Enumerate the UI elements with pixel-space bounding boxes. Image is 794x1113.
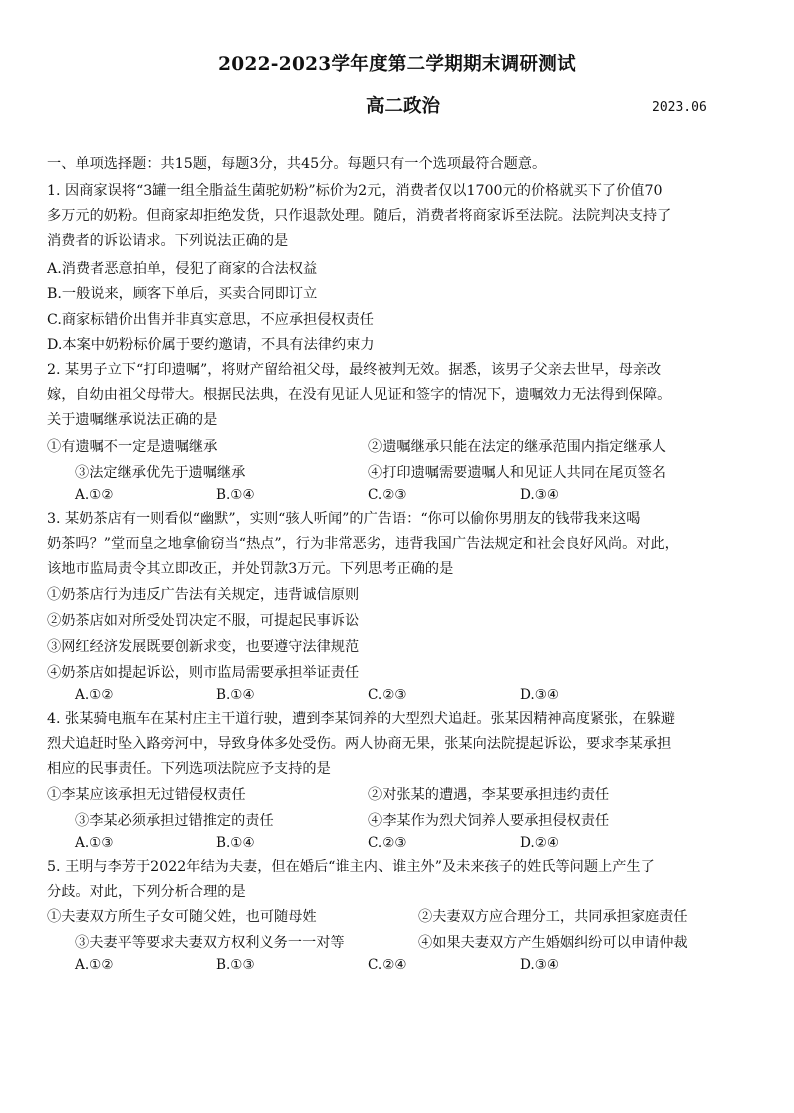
answer-option: B.一般说来，顾客下单后，买卖合同即订立: [47, 286, 318, 302]
statement: ①李某应该承担无过错侵权责任: [47, 787, 246, 803]
statement: ③李某必须承担过错推定的责任: [75, 813, 274, 829]
statement: ①奶茶店行为违反广告法有关规定，违背诚信原则: [47, 587, 360, 603]
statement: ③法定继承优先于遗嘱继承: [75, 465, 246, 481]
statement: ③网红经济发展既要创新求变，也要遵守法律规范: [47, 639, 360, 655]
choice-b: B.①④: [216, 835, 255, 851]
choice-d: D.③④: [520, 687, 560, 703]
choice-c: C.②④: [368, 957, 407, 973]
choice-a: A.①③: [75, 835, 114, 851]
statement: ④如果夫妻双方产生婚姻纠纷可以申请仲裁: [418, 935, 688, 951]
question-stem-line: 多万元的奶粉。但商家却拒绝发货，只作退款处理。随后，消费者将商家诉至法院。法院判决支持了: [47, 208, 672, 224]
choice-c: C.②③: [368, 487, 407, 503]
statement: ②奶茶店如对所受处罚决定不服，可提起民事诉讼: [47, 613, 360, 629]
question-stem-line: 2. 某男子立下“打印遗嘱”，将财产留给祖父母，最终被判无效。据悉，该男子父亲去世早，母亲改: [47, 362, 662, 378]
choice-c: C.②③: [368, 835, 407, 851]
statement: ④李某作为烈犬饲养人要承担侵权责任: [368, 813, 610, 829]
question-stem-line: 相应的民事责任。下列选项法院应予支持的是: [47, 761, 331, 777]
question-stem-line: 嫁，自幼由祖父母带大。根据民法典，在没有见证人见证和签字的情况下，遗嘱效力无法得到保障。: [47, 387, 672, 403]
exam-title: 2022-2023学年度第二学期期末调研测试: [218, 54, 576, 75]
statement: ②夫妻双方应合理分工，共同承担家庭责任: [418, 909, 688, 925]
subject-title: 高二政治: [366, 96, 441, 117]
question-stem-line: 5. 王明与李芳于2022年结为夫妻，但在婚后“谁主内、谁主外”及未来孩子的姓氏等问题上产生了: [47, 859, 655, 875]
question-stem-line: 奶茶吗？”堂而皇之地拿偷窃当“热点”，行为非常恶劣，违背我国广告法规定和社会良好风尚。对此，: [47, 536, 679, 552]
question-stem-line: 烈犬追赶时坠入路旁河中，导致身体多处受伤。两人协商无果，张某向法院提起诉讼，要求李某承担: [47, 736, 672, 752]
question-stem-line: 4. 张某骑电瓶车在某村庄主干道行驶，遭到李某饲养的大型烈犬追赶。张某因精神高度紧张，在躲避: [47, 711, 676, 727]
choice-b: B.①④: [216, 487, 255, 503]
statement: ③夫妻平等要求夫妻双方权利义务一一对等: [75, 935, 345, 951]
statement: ①有遗嘱不一定是遗嘱继承: [47, 439, 218, 455]
choice-c: C.②③: [368, 687, 407, 703]
choice-d: D.②④: [520, 835, 560, 851]
answer-option: A.消费者恶意拍单，侵犯了商家的合法权益: [47, 261, 318, 277]
statement: ①夫妻双方所生子女可随父姓，也可随母姓: [47, 909, 317, 925]
question-stem-line: 该地市监局责令其立即改正，并处罚款3万元。下列思考正确的是: [47, 561, 454, 577]
question-stem-line: 分歧。对此，下列分析合理的是: [47, 884, 246, 900]
choice-a: A.①②: [75, 957, 114, 973]
choice-d: D.③④: [520, 487, 560, 503]
choice-d: D.③④: [520, 957, 560, 973]
answer-option: D.本案中奶粉标价属于要约邀请，不具有法律约束力: [47, 337, 375, 353]
question-stem-line: 关于遗嘱继承说法正确的是: [47, 412, 218, 428]
exam-date: 2023.06: [652, 100, 707, 115]
question-stem-line: 1. 因商家误将“3罐一组全脂益生菌驼奶粉”标价为2元，消费者仅以1700元的价格就买下了价值70: [47, 183, 663, 199]
statement: ②对张某的遭遇，李某要承担违约责任: [368, 787, 610, 803]
question-stem-line: 消费者的诉讼请求。下列说法正确的是: [47, 233, 289, 249]
statement: ②遗嘱继承只能在法定的继承范围内指定继承人: [368, 439, 666, 455]
section-instructions: 一、单项选择题：共15题，每题3分，共45分。每题只有一个选项最符合题意。: [47, 156, 547, 172]
statement: ④奶茶店如提起诉讼，则市监局需要承担举证责任: [47, 665, 360, 681]
statement: ④打印遗嘱需要遗嘱人和见证人共同在尾页签名: [368, 465, 666, 481]
answer-option: C.商家标错价出售并非真实意思，不应承担侵权责任: [47, 312, 374, 328]
choice-a: A.①②: [75, 487, 114, 503]
choice-a: A.①②: [75, 687, 114, 703]
question-stem-line: 3. 某奶茶店有一则看似“幽默”，实则“骇人听闻”的广告语：“你可以偷你男朋友的钱带我来这喝: [47, 511, 641, 527]
choice-b: B.①④: [216, 687, 255, 703]
choice-b: B.①③: [216, 957, 255, 973]
